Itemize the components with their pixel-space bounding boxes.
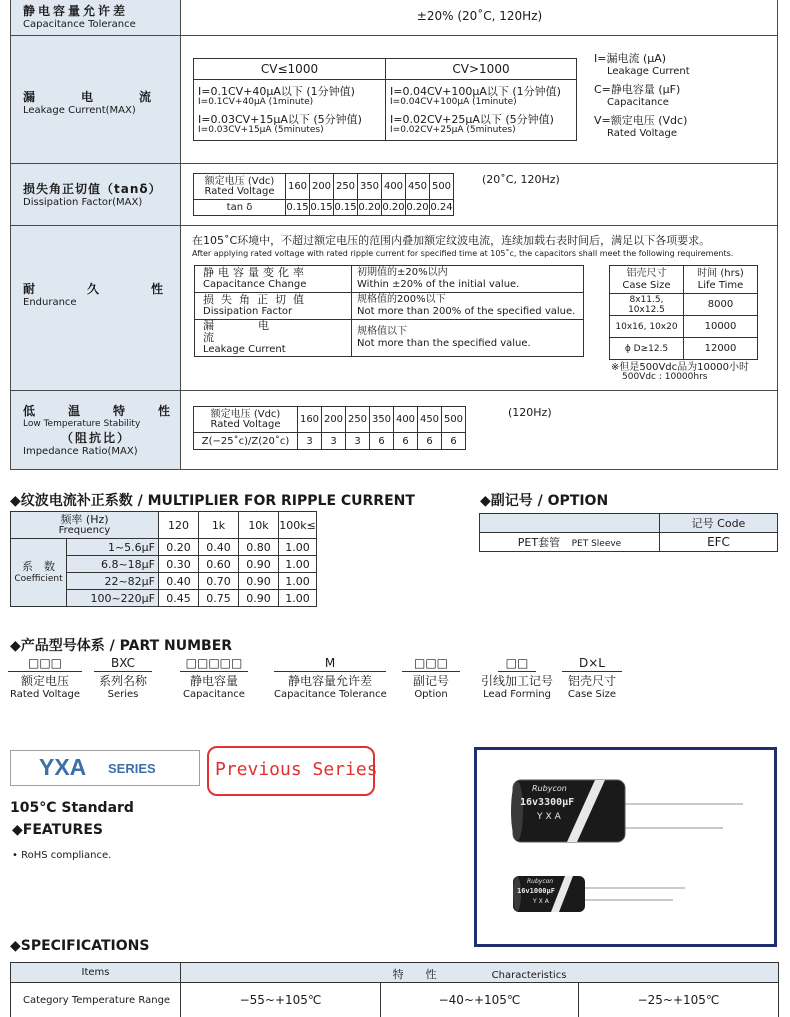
bullet-icon: •	[12, 850, 18, 861]
part-number-title: ◆产品型号体系 / PART NUMBER	[10, 638, 233, 654]
life-hrs: 8000	[684, 294, 758, 316]
label-cn: 耐久性	[23, 282, 216, 296]
label-cn: 低温特性	[23, 404, 204, 418]
leakage-cn: I=0.02CV+25μA以下 (5分钟值)	[390, 113, 554, 126]
leakage-col2-head: CV>1000	[452, 62, 510, 76]
ripple-title: ◆纹波电流补正系数 / MULTIPLIER FOR RIPPLE CURRENT	[10, 493, 415, 509]
life-head-cn: 铝壳尺寸	[626, 267, 667, 279]
label-en: Low Temperature Stability	[23, 419, 141, 429]
tan-cell: 0.20	[406, 200, 430, 216]
option-code-head: 记号 Code	[660, 514, 778, 533]
coef-cell: 0.80	[239, 539, 279, 556]
leakage-en: I=0.04CV+100μA (1minute)	[390, 97, 517, 107]
life-table	[609, 265, 758, 360]
leakage-col2-line1	[390, 83, 561, 107]
z-cell: 6	[370, 433, 394, 450]
z-cell: 3	[346, 433, 370, 450]
life-size: ϕ D≥12.5	[610, 338, 684, 360]
feature-item	[12, 850, 111, 861]
leakage-col1-head: CV≤1000	[260, 62, 319, 76]
cap1-series: YXA	[537, 812, 564, 822]
option-blank-head	[480, 514, 660, 533]
option-title: ◆副记号 / OPTION	[480, 493, 609, 509]
label-cn2: （阻抗比）	[61, 431, 132, 445]
leakage-legend	[594, 50, 774, 139]
spec-items-head: Items	[11, 963, 181, 983]
part-cn: 副记号	[412, 674, 449, 688]
spec-row-label: Category Temperature Range	[11, 983, 181, 1017]
product-photo	[474, 747, 777, 947]
part-item	[274, 656, 386, 700]
part-code: □□	[498, 656, 536, 672]
part-code: □□□	[8, 656, 82, 672]
row-label-leakage	[23, 88, 198, 116]
part-en: Case Size	[567, 689, 617, 700]
z-cell: 3	[322, 433, 346, 450]
freq-cell: 100k≤	[279, 512, 317, 539]
item-cn: 损失角正切值	[203, 293, 311, 306]
coef-cell: 0.90	[239, 556, 279, 573]
coef-cell: 0.20	[159, 539, 199, 556]
z-cell: 6	[442, 433, 466, 450]
row-divider	[11, 390, 777, 391]
part-code: □□□□□	[180, 656, 248, 672]
coef-cell: 1.00	[279, 590, 317, 607]
coef-cell: 1.00	[279, 539, 317, 556]
legend-cn: V=额定电压 (Vdc)	[594, 114, 688, 127]
cap-range: 22~82μF	[67, 573, 159, 590]
tan-label: tan δ	[194, 200, 286, 216]
leakage-col1-line1	[198, 83, 355, 107]
part-cn: 系列名称	[98, 674, 147, 688]
leakage-table	[193, 58, 577, 141]
spec-char-cn: 特 性	[392, 968, 437, 981]
part-code: D×L	[562, 656, 622, 672]
voltage-cell: 200	[322, 407, 346, 433]
legend-item	[594, 50, 774, 77]
series-banner	[10, 750, 200, 786]
voltage-cell: 400	[394, 407, 418, 433]
temp-range-cell: −55~+105℃	[181, 983, 381, 1017]
voltage-cell: 500	[442, 407, 466, 433]
endurance-item	[195, 320, 352, 357]
z-label: Z(−25˚c)/Z(20˚c)	[194, 433, 298, 450]
life-head-cn: 时间 (hrs)	[697, 267, 744, 279]
ripple-freq-head	[11, 512, 159, 539]
leakage-col2-line2	[390, 111, 554, 135]
voltage-cell: 200	[310, 174, 334, 200]
tan-cell: 0.20	[382, 200, 406, 216]
label-cn: 漏电流	[23, 90, 198, 104]
leakage-cn: I=0.04CV+100μA以下 (1分钟值)	[390, 85, 561, 98]
leakage-cn: I=0.1CV+40μA以下 (1分钟值)	[198, 85, 355, 98]
part-en: Option	[414, 689, 448, 700]
diss-condition: (20˚C, 120Hz)	[482, 173, 560, 186]
part-cn: 静电容量	[189, 674, 238, 688]
row-divider	[11, 225, 777, 226]
previous-series-stamp	[207, 746, 378, 796]
item-cn: 静电容量变化率	[203, 266, 308, 279]
freq-cell: 10k	[239, 512, 279, 539]
req-en: Not more than 200% of the specified value.	[357, 306, 576, 317]
series-suffix: SERIES	[108, 761, 156, 776]
endurance-note-en: 500Vdc : 10000hrs	[622, 372, 708, 382]
part-en: Capacitance	[183, 689, 245, 700]
voltage-cell: 250	[346, 407, 370, 433]
cap1-text: 16v3300μF	[520, 797, 575, 808]
row-label-endurance	[23, 280, 216, 308]
diss-head-cn: 额定电压 (Vdc)	[204, 175, 275, 187]
capacitor-top	[511, 781, 523, 841]
item-en: Capacitance Change	[203, 279, 307, 290]
label-en: Capacitance Tolerance	[23, 19, 136, 30]
cap2-series: YXA	[533, 898, 551, 905]
item-cn: 漏电流	[203, 319, 313, 344]
coef-cell: 0.90	[239, 573, 279, 590]
lowtemp-head-cn: 额定电压 (Vdc)	[210, 408, 281, 420]
tan-cell: 0.15	[334, 200, 358, 216]
features-title: ◆FEATURES	[12, 822, 103, 838]
freq-en: Frequency	[58, 525, 111, 536]
z-cell: 6	[418, 433, 442, 450]
lowtemp-condition: (120Hz)	[508, 406, 552, 419]
req-cn: 规格值以下	[357, 326, 407, 337]
legend-item	[594, 81, 774, 108]
life-head-en: Case Size	[622, 279, 671, 291]
row-divider	[11, 163, 777, 164]
part-item	[8, 656, 82, 700]
temp-range-cell: −40~+105℃	[381, 983, 579, 1017]
endurance-intro-cn: 在105˚C环境中，不超过额定电压的范围内叠加额定纹波电流，连续加载右表时间后，满足以下各项要求。	[192, 234, 711, 247]
legend-cn: C=静电容量 (μF)	[594, 83, 681, 96]
legend-en: Rated Voltage	[607, 128, 677, 139]
z-cell: 3	[298, 433, 322, 450]
cap2-text: 16v1000μF	[517, 887, 555, 895]
cap-range: 6.8~18μF	[67, 556, 159, 573]
lowtemp-table	[193, 406, 466, 450]
coef-en: Coefficient	[14, 573, 63, 584]
life-size: 10x16, 10x20	[610, 316, 684, 338]
spec-char-en: Characteristics	[491, 970, 567, 981]
ripple-table	[10, 511, 317, 607]
option-item-en: PET Sleeve	[571, 539, 622, 549]
req-cn: 规格值的200%以下	[357, 294, 446, 305]
voltage-cell: 160	[298, 407, 322, 433]
option-item-cn: PET套管	[517, 536, 561, 549]
lowtemp-head-en: Rated Voltage	[210, 418, 281, 430]
diss-head-cell	[194, 174, 286, 200]
z-cell: 6	[394, 433, 418, 450]
part-number-row	[8, 656, 628, 706]
part-cn: 静电容量允许差	[287, 674, 372, 688]
coef-cell: 0.90	[239, 590, 279, 607]
tan-cell: 0.24	[430, 200, 454, 216]
cap-range: 1~5.6μF	[67, 539, 159, 556]
feature-text: RoHS compliance.	[21, 850, 112, 861]
part-item	[94, 656, 152, 700]
leakage-cn: I=0.03CV+15μA以下 (5分钟值)	[198, 113, 362, 126]
leakage-en: I=0.1CV+40μA (1minute)	[198, 97, 314, 107]
row-divider	[11, 35, 777, 36]
freq-cn: 频率 (Hz)	[60, 513, 109, 526]
cap-range: 100~220μF	[67, 590, 159, 607]
coef-cell: 0.40	[199, 539, 239, 556]
freq-cell: 120	[159, 512, 199, 539]
series-name: YXA	[39, 754, 87, 780]
row-label-tolerance	[23, 2, 173, 30]
tolerance-value: ±20% (20˚C, 120Hz)	[416, 9, 543, 23]
part-item	[402, 656, 460, 700]
coef-cell: 0.75	[199, 590, 239, 607]
legend-item	[594, 112, 774, 139]
legend-cn: I=漏电流 (μA)	[594, 52, 667, 65]
item-en: Leakage Current	[203, 344, 286, 355]
coef-cell: 1.00	[279, 556, 317, 573]
label-cn: 静电容量允许差	[23, 4, 129, 18]
spec-table-top	[10, 0, 778, 470]
specifications-title: ◆SPECIFICATIONS	[10, 938, 150, 954]
freq-cell: 1k	[199, 512, 239, 539]
coef-cell: 0.40	[159, 573, 199, 590]
label-en2: Impedance Ratio(MAX)	[23, 446, 138, 457]
endurance-note-cn: ※但是500Vdc品为10000小时	[611, 362, 749, 373]
label-cn: 损失角正切值（tanδ）	[23, 182, 162, 196]
tan-cell: 0.15	[310, 200, 334, 216]
voltage-cell: 350	[370, 407, 394, 433]
endurance-item	[195, 293, 352, 320]
voltage-cell: 160	[286, 174, 310, 200]
tan-cell: 0.20	[358, 200, 382, 216]
voltage-cell: 400	[382, 174, 406, 200]
capacitor-illustration	[477, 750, 774, 944]
endurance-req	[352, 320, 584, 357]
part-en: Lead Forming	[483, 689, 551, 700]
endurance-item	[195, 266, 352, 293]
part-en: Series	[107, 689, 139, 700]
coef-cell: 0.70	[199, 573, 239, 590]
life-head-en: Life Time	[697, 279, 744, 291]
coef-cell: 0.45	[159, 590, 199, 607]
part-code: M	[274, 656, 386, 672]
stamp-text: Previous Series	[215, 759, 378, 780]
capacitor-body-large	[513, 780, 625, 842]
option-code: EFC	[660, 533, 778, 552]
req-en: Within ±20% of the initial value.	[357, 279, 520, 290]
part-cn: 引线加工记号	[480, 674, 553, 688]
voltage-cell: 350	[358, 174, 382, 200]
row-label-dissipation	[23, 180, 181, 208]
part-code: □□□	[402, 656, 460, 672]
option-table	[479, 513, 778, 552]
cap2-brand: Rubycon	[527, 878, 554, 885]
life-head	[610, 266, 684, 294]
tan-cell: 0.15	[286, 200, 310, 216]
leakage-col1-line2	[198, 111, 362, 135]
req-cn: 初期值的±20%以内	[357, 267, 448, 278]
item-en: Dissipation Factor	[203, 306, 293, 317]
life-hrs: 10000	[684, 316, 758, 338]
endurance-intro-en: After applying rated voltage with rated ripple current for specified time at 105˚c, the capacitors shall meet the following requirements.	[192, 249, 734, 258]
req-en: Not more than the specified value.	[357, 338, 531, 349]
endurance-req	[352, 266, 584, 293]
life-head	[684, 266, 758, 294]
lowtemp-head-cell	[194, 407, 298, 433]
coef-label	[11, 539, 67, 607]
coef-cn: 系 数	[22, 559, 55, 573]
dissipation-table	[193, 173, 454, 216]
leakage-en: I=0.02CV+25μA (5minutes)	[390, 125, 516, 135]
coef-cell: 0.30	[159, 556, 199, 573]
part-item	[180, 656, 248, 700]
standard-label: 105°C Standard	[10, 800, 134, 816]
voltage-cell: 450	[406, 174, 430, 200]
legend-en: Capacitance	[607, 97, 669, 108]
voltage-cell: 250	[334, 174, 358, 200]
specifications-table	[10, 962, 779, 1017]
endurance-req	[352, 293, 584, 320]
cap1-brand: Rubycon	[532, 784, 567, 793]
label-column	[11, 0, 216, 469]
part-code: BXC	[94, 656, 152, 672]
voltage-cell: 450	[418, 407, 442, 433]
option-item	[480, 533, 660, 552]
part-cn: 铝壳尺寸	[567, 674, 616, 688]
coef-cell: 1.00	[279, 573, 317, 590]
part-cn: 额定电压	[20, 674, 69, 688]
label-en: Endurance	[23, 297, 77, 308]
row-label-lowtemp	[23, 402, 204, 457]
life-size: 8x11.5, 10x12.5	[610, 294, 684, 316]
part-en: Capacitance Tolerance	[274, 689, 387, 700]
part-item	[478, 656, 556, 700]
label-en: Dissipation Factor(MAX)	[23, 197, 143, 208]
legend-en: Leakage Current	[607, 66, 690, 77]
coef-cell: 0.60	[199, 556, 239, 573]
voltage-cell: 500	[430, 174, 454, 200]
part-item	[562, 656, 622, 700]
leakage-en: I=0.03CV+15μA (5minutes)	[198, 125, 324, 135]
label-en: Leakage Current(MAX)	[23, 105, 136, 116]
diss-head-en: Rated Voltage	[204, 185, 275, 197]
spec-char-head	[181, 963, 779, 983]
life-hrs: 12000	[684, 338, 758, 360]
endurance-table	[194, 265, 584, 357]
part-en: Rated Voltage	[10, 689, 80, 700]
temp-range-cell: −25~+105℃	[579, 983, 779, 1017]
